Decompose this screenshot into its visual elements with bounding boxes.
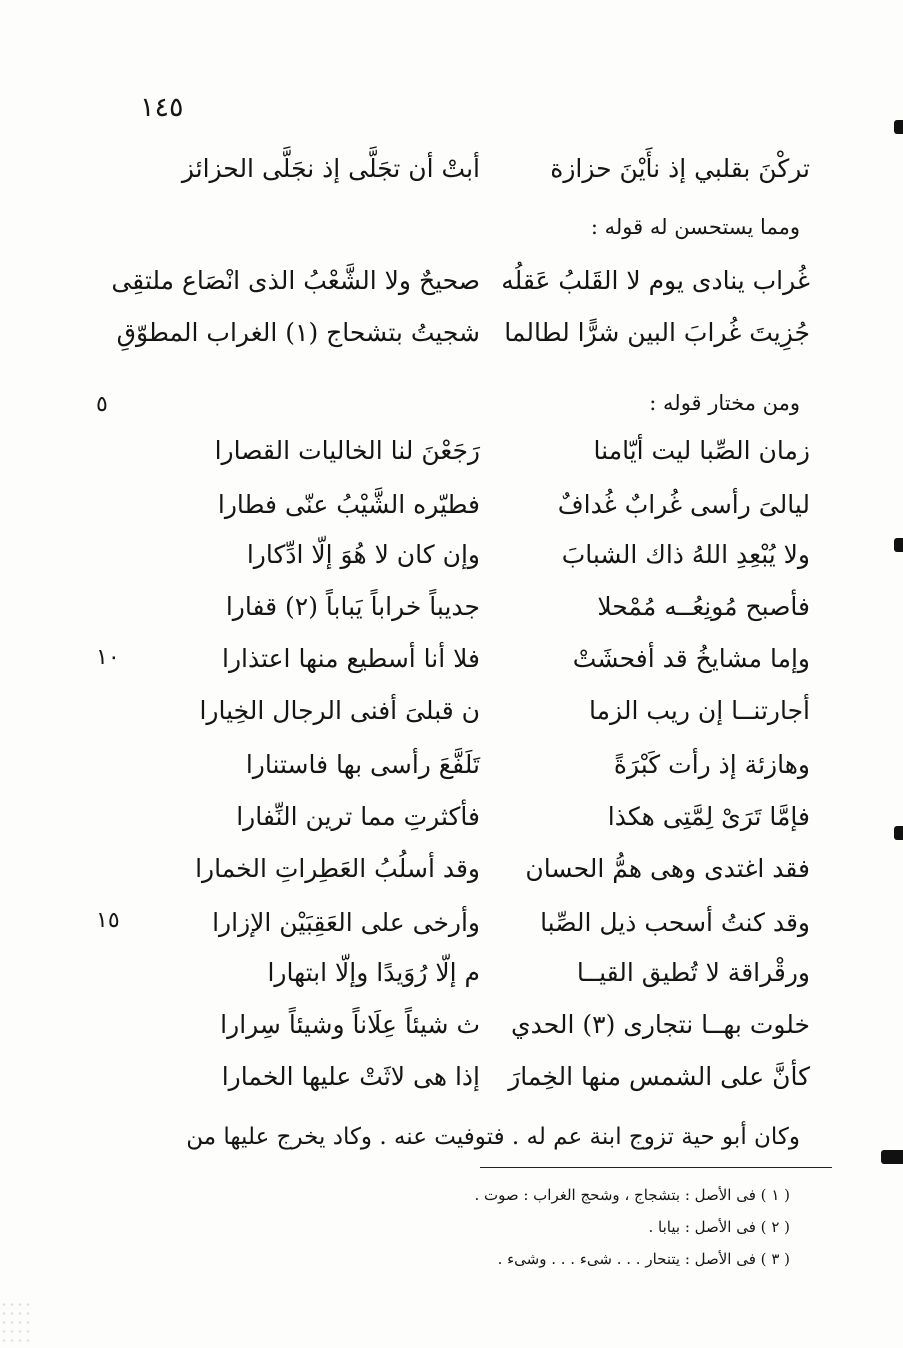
verse-first-hemistich: فأصبح مُونِعُــه مُمْحلا <box>597 592 810 621</box>
verse-second-hemistich: ن قبلىَ أفنى الرجال الخِيارا <box>199 696 480 725</box>
binding-mark <box>894 538 903 552</box>
verse-first-hemistich: غُراب ينادى يوم لا القَلبُ عَقلُه <box>501 266 810 295</box>
verse-first-hemistich: فقد اغتدى وهى همُّ الحسان <box>525 854 810 883</box>
verse-second-hemistich: فلا أنا أسطيع منها اعتذارا <box>222 644 480 673</box>
verse-first-hemistich: خلوت بهــا نتجارى (٣) الحدي <box>511 1010 810 1039</box>
verse-first-hemistich: زمان الصِّبا ليت أيّامنا <box>593 436 810 465</box>
verse-first-hemistich: ليالىَ رأسى غُرابٌ غُدافٌ <box>557 490 810 519</box>
line-number: ١٠ <box>96 645 120 670</box>
verse-first-hemistich: أجارتنــا إن ريب الزما <box>589 696 810 725</box>
verse-first-hemistich: تركْنَ بقلبي إذ نأَيْنَ حزازة <box>550 154 810 183</box>
verse-second-hemistich: وإن كان لا هُوَ إلّا ادِّكارا <box>246 540 480 569</box>
verse-first-hemistich: ولا يُبْعِدِ اللهُ ذاك الشبابَ <box>561 540 810 569</box>
binding-mark <box>881 1150 903 1164</box>
verse-line <box>150 688 810 734</box>
verse-first-hemistich: جُزِيتَ غُرابَ البين شرًّا لطالما <box>504 318 810 347</box>
verse-line <box>150 900 810 946</box>
binding-mark <box>894 120 903 134</box>
verse-second-hemistich: إذا هى لاثَتْ عليها الخمارا <box>221 1062 480 1091</box>
verse-second-hemistich: وقد أسلُبُ العَطِراتِ الخمارا <box>195 854 480 883</box>
verse-second-hemistich: ث شيئاً عِلَاناً وشيئاً سِرارا <box>220 1010 480 1039</box>
verse-line <box>150 428 810 474</box>
verse-line <box>150 1002 810 1048</box>
verse-line <box>150 532 810 578</box>
paper-speckle <box>0 1300 30 1345</box>
verse-second-hemistich: جديباً خراباً يَباباً (٢) قفارا <box>225 592 480 621</box>
verse-second-hemistich: أبتْ أن تجَلَّى إذ نجَلَّى الحزائز <box>181 154 480 183</box>
verse-second-hemistich: فطيّره الشَّيْبُ عنّى فطارا <box>217 490 480 519</box>
verse-first-hemistich: فإمَّا تَرَىْ لِمَّتِى هكذا <box>607 802 810 831</box>
footnote: ( ٣ ) فى الأصل : يتنحار . . . شىء . . . وشىء . <box>497 1250 790 1268</box>
prose-paragraph: وكان أبو حية تزوج ابنة عم له . فتوفيت عنه . وكاد يخرج عليها من <box>186 1124 800 1150</box>
page-number: ١٤٥ <box>140 92 184 123</box>
verse-second-hemistich: تَلَفَّعَ رأسى بها فاستنارا <box>245 750 480 779</box>
verse-line <box>150 146 810 192</box>
line-number: ١٥ <box>96 908 120 933</box>
verse-second-hemistich: شجيتُ بتشحاج (١) الغراب المطوّقِ <box>116 318 480 347</box>
line-number: ٥ <box>96 392 108 417</box>
verse-line <box>150 794 810 840</box>
verse-second-hemistich: رَجَعْنَ لنا الخاليات القصارا <box>214 436 480 465</box>
footnote: ( ١ ) فى الأصل : بتشجاج ، وشحج الغراب : صوت . <box>474 1186 790 1204</box>
verse-line <box>150 636 810 682</box>
footnote-separator <box>480 1167 832 1168</box>
verse-first-hemistich: ورقْراقة لا تُطيق القيــا <box>576 958 810 987</box>
verse-line <box>111 258 810 304</box>
binding-mark <box>894 826 903 840</box>
verse-first-hemistich: وقد كنتُ أسحب ذيل الصِّبا <box>540 908 810 937</box>
verse-line <box>150 846 810 892</box>
verse-line <box>150 742 810 788</box>
verse-line <box>150 584 810 630</box>
footnote: ( ٢ ) فى الأصل : بيابا . <box>648 1218 790 1236</box>
verse-second-hemistich: فأكثرتِ مما ترين النِّفارا <box>236 802 480 831</box>
verse-second-hemistich: وأرخى على العَقِبَيْن الإزارا <box>212 908 480 937</box>
verse-line <box>150 1054 810 1100</box>
verse-first-hemistich: وهازئة إذ رأت كَبْرَةً <box>613 750 810 779</box>
verse-second-hemistich: م إلّا رُوَيدًا وإلّا ابتهارا <box>267 958 480 987</box>
verse-first-hemistich: وإما مشايخُ قد أفحشَتْ <box>572 644 810 673</box>
verse-first-hemistich: كأنَّ على الشمس منها الخِمارَ <box>508 1062 810 1091</box>
verse-line <box>116 310 810 356</box>
verse-line <box>150 482 810 528</box>
verse-line <box>150 950 810 996</box>
prose-intro: ومما يستحسن له قوله : <box>590 215 800 239</box>
prose-intro: ومن مختار قوله : <box>649 391 800 415</box>
verse-second-hemistich: صحيحٌ ولا الشَّعْبُ الذى انْصَاع ملتقِى <box>111 266 480 295</box>
